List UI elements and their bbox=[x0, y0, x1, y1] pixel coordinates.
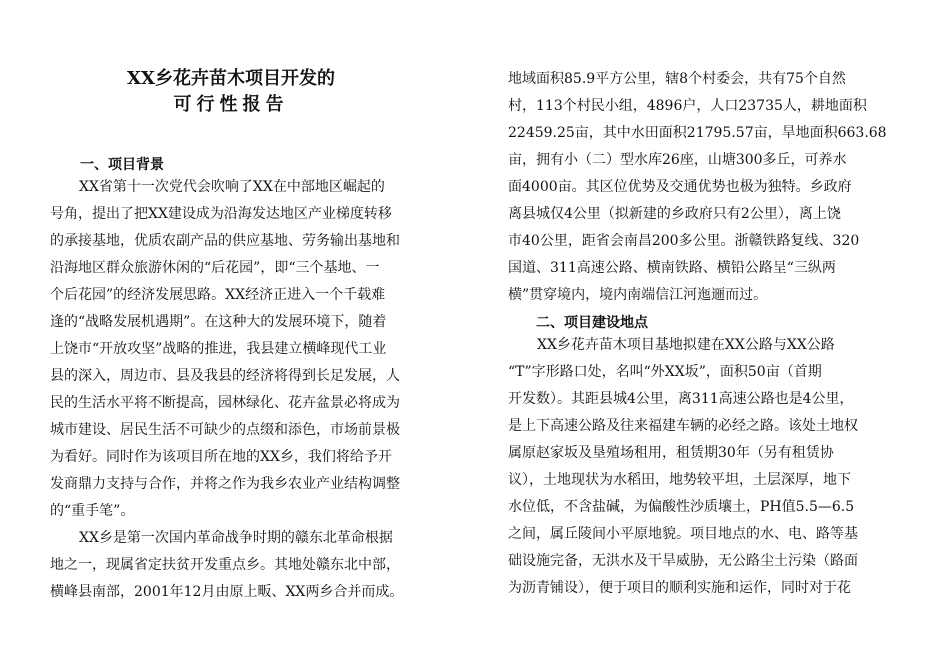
paragraph-line: 县的深入，周边市、县及我县的经济将得到长足发展，人 bbox=[50, 368, 400, 384]
paragraph-line: 号角，提出了把XX建设成为沿海发达地区产业梯度转移 bbox=[50, 206, 392, 222]
document-title-line2: 可行性报告 bbox=[173, 94, 289, 115]
paragraph-line: “T”字形路口处，名叫“外XX坂”，面积50亩（首期 bbox=[508, 364, 822, 380]
paragraph-line: 为看好。同时作为该项目所在地的XX乡，我们将给予开 bbox=[50, 449, 392, 465]
paragraph-line: 地域面积85.9平方公里，辖8个村委会，共有75个自然 bbox=[508, 71, 846, 87]
paragraph-line: XX乡是第一次国内革命战争时期的赣东北革命根据 bbox=[79, 530, 393, 546]
paragraph-line: 议），土地现状为水稻田，地势较平坦，土层深厚，地下 bbox=[508, 472, 851, 488]
paragraph-line: 国道、311高速公路、横南铁路、横铅公路呈“三纵两 bbox=[508, 260, 836, 276]
paragraph-line: 础设施完备，无洪水及干旱威胁，无公路尘土污染（路面 bbox=[508, 553, 858, 569]
paragraph-line: 个后花园”的经济发展思路。XX经济正进入一个千载难 bbox=[50, 287, 386, 303]
section1-heading: 一、项目背景 bbox=[80, 157, 164, 173]
paragraph-line: 的承接基地，优质农副产品的供应基地、劳务输出基地和 bbox=[50, 233, 400, 249]
paragraph-line: 地之一，现属省定扶贫开发重点乡。其地处赣东北中部， bbox=[50, 557, 400, 573]
paragraph-line: 之间，属丘陵间小平原地貌。项目地点的水、电、路等基 bbox=[508, 526, 858, 542]
paragraph-line: XX省第十一次党代会吹响了XX在中部地区崛起的 bbox=[79, 179, 385, 195]
paragraph-line: 是上下高速公路及往来福建车辆的必经之路。该处土地权 bbox=[508, 418, 858, 434]
paragraph-line: 城市建设、居民生活不可缺少的点缀和添色，市场前景极 bbox=[50, 422, 400, 438]
paragraph-line: 上饶市“开放攻坚”战略的推进，我县建立横峰现代工业 bbox=[50, 341, 387, 357]
paragraph-line: 横”贯穿境内，境内南端信江河迤逦而过。 bbox=[508, 287, 768, 303]
paragraph-line: 沿海地区群众旅游休闲的“后花园”，即“三个基地、一 bbox=[50, 260, 380, 276]
paragraph-line: 村，113个村民小组，4896户，人口23735人，耕地面积 bbox=[508, 98, 867, 114]
paragraph-line: 离县城仅4公里（拟新建的乡政府只有2公里），离上饶 bbox=[508, 206, 841, 222]
paragraph-line: 逢的“战略发展机遇期”。在这种大的发展环境下，随着 bbox=[50, 314, 387, 330]
paragraph-line: 属原赵家坂及垦殖场租用，租赁期30年（另有租赁协 bbox=[508, 445, 834, 461]
paragraph-line: 为沥青铺设），便于项目的顺利实施和运作，同时对于花 bbox=[508, 580, 851, 596]
paragraph-line: 开发数）。其距县城4公里，离311高速公路也是4公里， bbox=[508, 391, 854, 407]
document-title-line1: XX乡花卉苗木项目开发的 bbox=[127, 68, 335, 89]
paragraph-line: 面4000亩。其区位优势及交通优势也极为独特。乡政府 bbox=[508, 179, 852, 195]
paragraph-line: 发商鼎力支持与合作，并将之作为我乡农业产业结构调整 bbox=[50, 476, 400, 492]
paragraph-line: 市40公里，距省会南昌200多公里。浙赣铁路复线、320 bbox=[508, 233, 860, 249]
paragraph-line: XX乡花卉苗木项目基地拟建在XX公路与XX公路 bbox=[537, 337, 835, 353]
paragraph-line: 的“重手笔”。 bbox=[50, 503, 135, 519]
paragraph-line: 民的生活水平将不断提高，园林绿化、花卉盆景必将成为 bbox=[50, 395, 400, 411]
paragraph-line: 横峰县南部，2001年12月由原上畈、XX两乡合并而成。 bbox=[50, 584, 404, 600]
paragraph-line: 22459.25亩，其中水田面积21795.57亩，旱地面积663.68 bbox=[508, 125, 887, 141]
section2-heading: 二、项目建设地点 bbox=[536, 315, 648, 331]
paragraph-line: 亩，拥有小（二）型水库26座，山塘300多丘，可养水 bbox=[508, 152, 847, 168]
paragraph-line: 水位低，不含盐碱，为偏酸性沙质壤土，PH值5.5—6.5 bbox=[508, 499, 855, 515]
